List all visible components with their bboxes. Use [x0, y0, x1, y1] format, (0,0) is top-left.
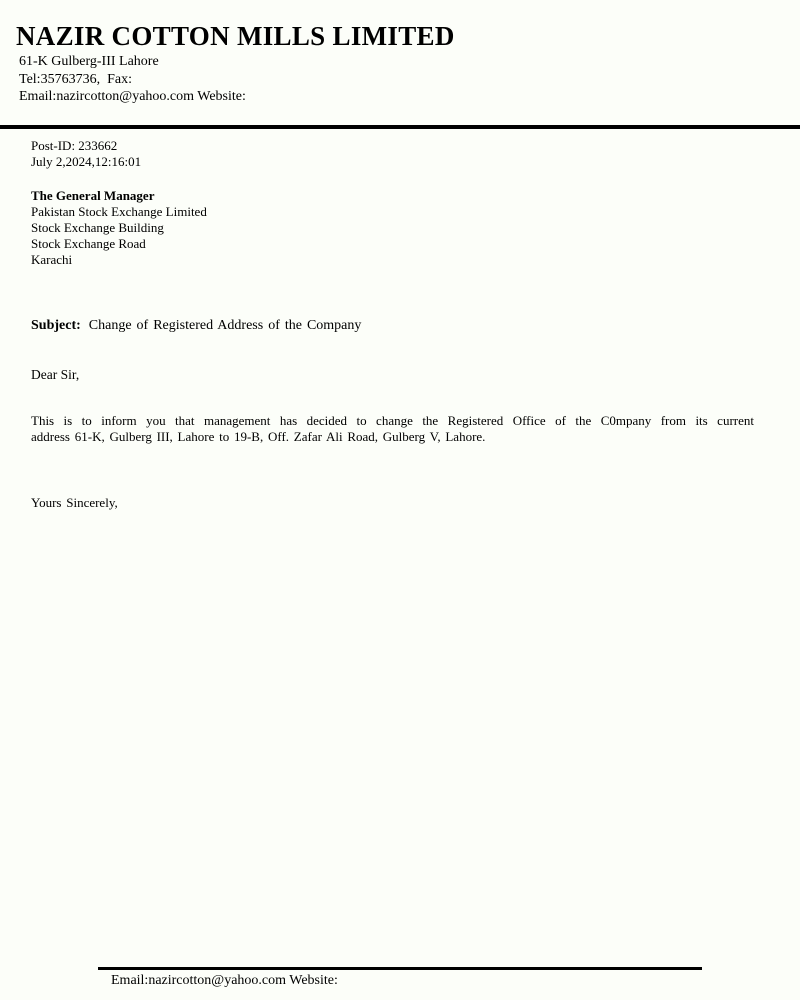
- post-meta-block: [31, 138, 141, 170]
- recipient-address-block: [31, 188, 207, 268]
- salutation: Dear Sir,: [31, 367, 80, 382]
- subject-line: [31, 318, 361, 334]
- company-email-website: Email:nazircotton@yahoo.com Website:: [19, 89, 246, 104]
- body-line: This is to inform you that management has decided to change the Registered Office of the C0mpany from its current: [31, 413, 754, 428]
- closing: Yours Sincerely,: [31, 495, 118, 510]
- subject-text: Change of Registered Address of the Company: [88, 318, 362, 333]
- letter-body: [31, 413, 754, 445]
- footer-email-website: Email:nazircotton@yahoo.com Website:: [111, 973, 338, 988]
- recipient-line: Stock Exchange Building: [31, 220, 164, 235]
- recipient-line: Karachi: [31, 252, 73, 267]
- subject-label: Subject:: [31, 318, 81, 333]
- company-tel-fax: Tel:35763736, Fax:: [19, 71, 132, 87]
- company-address: 61-K Gulberg-III Lahore: [19, 54, 159, 69]
- post-id: Post-ID: 233662: [31, 138, 118, 153]
- header-divider-rule: [0, 125, 800, 129]
- letterhead-contact-block: [19, 53, 246, 106]
- recipient-title: The General Manager: [31, 188, 155, 203]
- recipient-line: Pakistan Stock Exchange Limited: [31, 204, 207, 219]
- body-line: address 61-K, Gulberg III, Lahore to 19-B, Off. Zafar Ali Road, Gulberg V, Lahore.: [31, 429, 486, 444]
- company-name: NAZIR COTTON MILLS LIMITED: [16, 21, 455, 51]
- recipient-line: Stock Exchange Road: [31, 236, 146, 251]
- footer-divider-rule: [98, 967, 702, 970]
- post-datetime: July 2,2024,12:16:01: [31, 154, 142, 169]
